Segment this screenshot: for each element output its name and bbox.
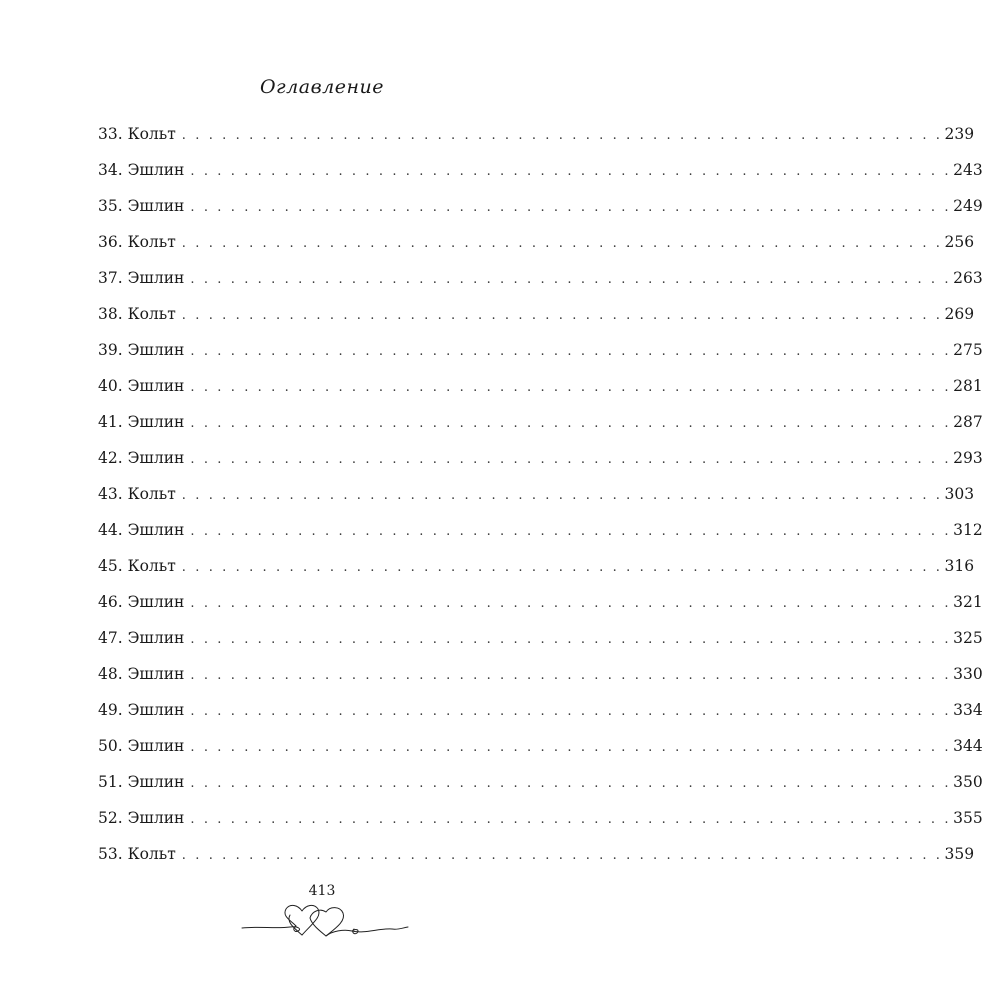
toc-entry-page: 303 <box>944 485 975 503</box>
toc-entry-title: 34. Эшлин <box>98 161 185 179</box>
toc-entry-page: 355 <box>953 809 983 827</box>
toc-entry <box>98 296 975 332</box>
toc-entry-title: 38. Кольт <box>98 305 176 323</box>
toc-entry-title: 49. Эшлин <box>98 701 185 719</box>
toc-entry-page: 359 <box>944 845 975 863</box>
toc-entry-title: 48. Эшлин <box>98 665 185 683</box>
toc-entry-title: 33. Кольт <box>98 125 176 143</box>
toc-entry-page: 350 <box>953 773 983 791</box>
toc-entry-page: 321 <box>953 593 983 611</box>
toc-entry <box>98 368 983 404</box>
dot-leader: . . . . . . . . . . . . . . . . . . . . . . . . . . . . . . . . . . . . . . . . . . . . . . . . . . . . . . . . . <box>190 164 952 179</box>
toc-entry-title: 42. Эшлин <box>98 449 185 467</box>
toc-entry-title: 41. Эшлин <box>98 413 185 431</box>
toc-entry-title: 39. Эшлин <box>98 341 185 359</box>
toc-entry <box>98 692 983 728</box>
toc-entry <box>98 152 983 188</box>
dot-leader: . . . . . . . . . . . . . . . . . . . . . . . . . . . . . . . . . . . . . . . . . . . . . . . . . . . . . . . . . <box>190 740 952 755</box>
toc-entry <box>98 728 983 764</box>
toc-entry <box>98 332 983 368</box>
dot-leader: . . . . . . . . . . . . . . . . . . . . . . . . . . . . . . . . . . . . . . . . . . . . . . . . . . . . . . . . . <box>190 668 952 683</box>
dot-leader: . . . . . . . . . . . . . . . . . . . . . . . . . . . . . . . . . . . . . . . . . . . . . . . . . . . . . . . . . <box>190 416 952 431</box>
toc-entry-page: 316 <box>944 557 975 575</box>
dot-leader: . . . . . . . . . . . . . . . . . . . . . . . . . . . . . . . . . . . . . . . . . . . . . . . . . . . . . . . . . <box>190 524 952 539</box>
toc-entry-page: 243 <box>953 161 983 179</box>
toc-entry-title: 44. Эшлин <box>98 521 185 539</box>
toc-entry-title: 37. Эшлин <box>98 269 185 287</box>
toc-entry-page: 263 <box>953 269 983 287</box>
toc-entry <box>98 656 983 692</box>
toc-entry-title: 46. Эшлин <box>98 593 185 611</box>
toc-entry-page: 287 <box>953 413 983 431</box>
hearts-flourish-icon <box>240 898 410 944</box>
toc-entry <box>98 620 983 656</box>
toc-entry-page: 330 <box>953 665 983 683</box>
toc-entry-page: 239 <box>944 125 975 143</box>
dot-leader: . . . . . . . . . . . . . . . . . . . . . . . . . . . . . . . . . . . . . . . . . . . . . . . . . . . . . . . . . <box>190 596 952 611</box>
toc-entry <box>98 512 983 548</box>
toc-entry-title: 36. Кольт <box>98 233 176 251</box>
toc-entry <box>98 476 975 512</box>
toc-entry <box>98 224 975 260</box>
toc-entry-page: 275 <box>953 341 983 359</box>
toc-entry-page: 334 <box>953 701 983 719</box>
toc-entry-title: 50. Эшлин <box>98 737 185 755</box>
toc-entry-title: 45. Кольт <box>98 557 176 575</box>
dot-leader: . . . . . . . . . . . . . . . . . . . . . . . . . . . . . . . . . . . . . . . . . . . . . . . . . . . . . . . . . <box>190 380 952 395</box>
toc-entry-page: 293 <box>953 449 983 467</box>
toc-entry-page: 256 <box>944 233 975 251</box>
dot-leader: . . . . . . . . . . . . . . . . . . . . . . . . . . . . . . . . . . . . . . . . . . . . . . . . . . . . . . . . . <box>190 812 952 827</box>
toc-entry <box>98 800 983 836</box>
toc-entry-title: 52. Эшлин <box>98 809 185 827</box>
dot-leader: . . . . . . . . . . . . . . . . . . . . . . . . . . . . . . . . . . . . . . . . . . . . . . . . . . . . . . . . . <box>181 848 943 863</box>
dot-leader: . . . . . . . . . . . . . . . . . . . . . . . . . . . . . . . . . . . . . . . . . . . . . . . . . . . . . . . . . <box>190 200 952 215</box>
table-of-contents <box>98 116 983 872</box>
dot-leader: . . . . . . . . . . . . . . . . . . . . . . . . . . . . . . . . . . . . . . . . . . . . . . . . . . . . . . . . . <box>181 236 943 251</box>
dot-leader: . . . . . . . . . . . . . . . . . . . . . . . . . . . . . . . . . . . . . . . . . . . . . . . . . . . . . . . . . <box>190 344 952 359</box>
dot-leader: . . . . . . . . . . . . . . . . . . . . . . . . . . . . . . . . . . . . . . . . . . . . . . . . . . . . . . . . . <box>181 488 943 503</box>
toc-entry-title: 53. Кольт <box>98 845 176 863</box>
toc-entry <box>98 116 975 152</box>
toc-entry <box>98 584 983 620</box>
dot-leader: . . . . . . . . . . . . . . . . . . . . . . . . . . . . . . . . . . . . . . . . . . . . . . . . . . . . . . . . . <box>190 704 952 719</box>
toc-entry-title: 47. Эшлин <box>98 629 185 647</box>
dot-leader: . . . . . . . . . . . . . . . . . . . . . . . . . . . . . . . . . . . . . . . . . . . . . . . . . . . . . . . . . <box>181 128 943 143</box>
toc-entry-page: 269 <box>944 305 975 323</box>
page-title: Оглавление <box>259 76 384 98</box>
toc-entry-title: 51. Эшлин <box>98 773 185 791</box>
page-number: 413 <box>308 883 336 899</box>
toc-entry-page: 325 <box>953 629 983 647</box>
toc-entry-page: 249 <box>953 197 983 215</box>
dot-leader: . . . . . . . . . . . . . . . . . . . . . . . . . . . . . . . . . . . . . . . . . . . . . . . . . . . . . . . . . <box>181 560 943 575</box>
toc-entry <box>98 440 983 476</box>
dot-leader: . . . . . . . . . . . . . . . . . . . . . . . . . . . . . . . . . . . . . . . . . . . . . . . . . . . . . . . . . <box>190 776 952 791</box>
dot-leader: . . . . . . . . . . . . . . . . . . . . . . . . . . . . . . . . . . . . . . . . . . . . . . . . . . . . . . . . . <box>190 452 952 467</box>
toc-entry <box>98 764 983 800</box>
toc-entry-title: 40. Эшлин <box>98 377 185 395</box>
dot-leader: . . . . . . . . . . . . . . . . . . . . . . . . . . . . . . . . . . . . . . . . . . . . . . . . . . . . . . . . . <box>190 272 952 287</box>
toc-entry-page: 344 <box>953 737 983 755</box>
toc-entry <box>98 836 975 872</box>
toc-entry-page: 312 <box>953 521 983 539</box>
toc-entry-title: 43. Кольт <box>98 485 176 503</box>
toc-entry <box>98 404 983 440</box>
toc-entry <box>98 548 975 584</box>
dot-leader: . . . . . . . . . . . . . . . . . . . . . . . . . . . . . . . . . . . . . . . . . . . . . . . . . . . . . . . . . <box>190 632 952 647</box>
toc-entry <box>98 188 983 224</box>
dot-leader: . . . . . . . . . . . . . . . . . . . . . . . . . . . . . . . . . . . . . . . . . . . . . . . . . . . . . . . . . <box>181 308 943 323</box>
toc-entry-page: 281 <box>953 377 983 395</box>
toc-entry-title: 35. Эшлин <box>98 197 185 215</box>
toc-entry <box>98 260 983 296</box>
